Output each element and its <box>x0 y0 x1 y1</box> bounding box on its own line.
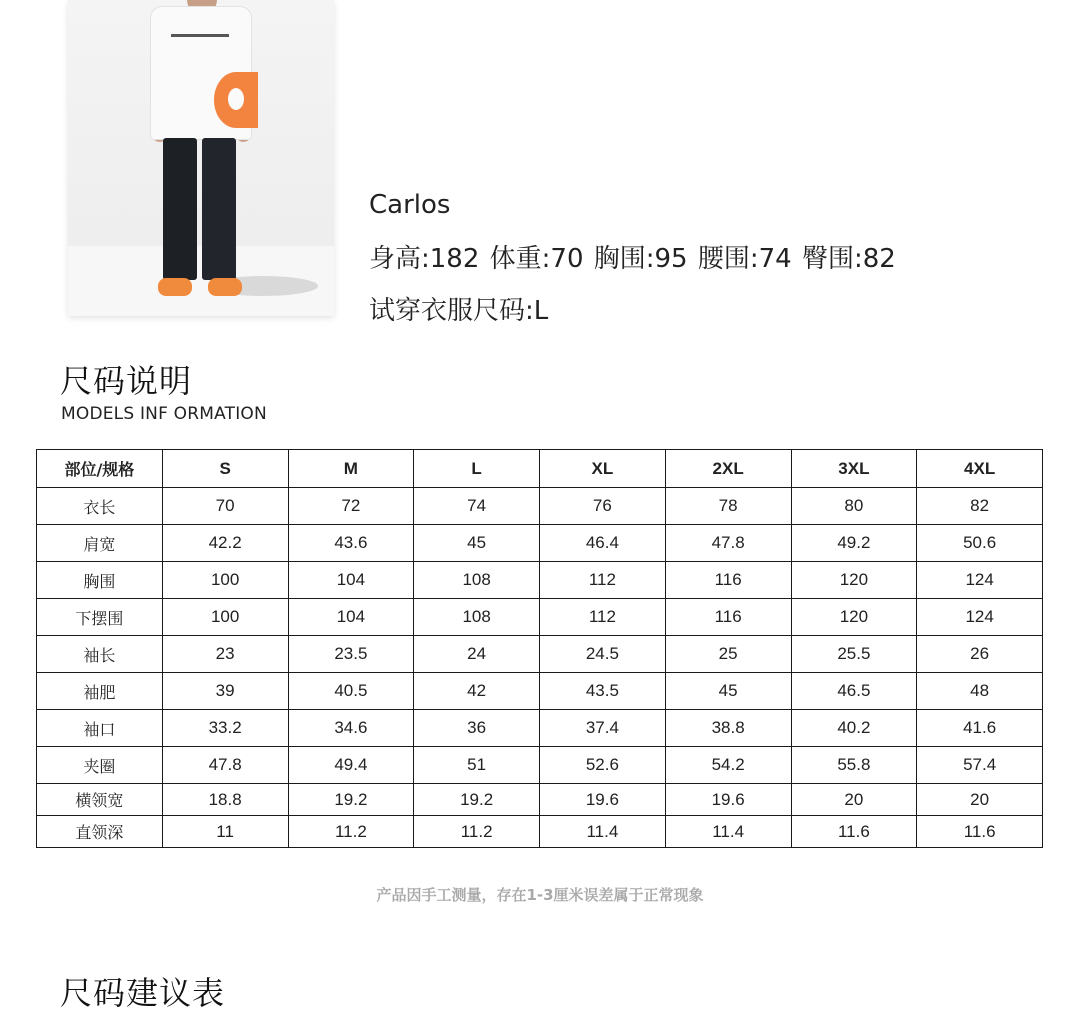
table-cell: 19.6 <box>665 784 791 816</box>
table-cell: 45 <box>665 673 791 710</box>
table-cell: 120 <box>791 599 917 636</box>
table-cell: 40.2 <box>791 710 917 747</box>
table-cell: 23.5 <box>288 636 414 673</box>
model-fit-size: 试穿衣服尺码:L <box>369 296 549 326</box>
table-cell: 20 <box>917 784 1043 816</box>
model-pants-right <box>202 138 236 280</box>
table-cell: 52.6 <box>540 747 666 784</box>
row-label: 肩宽 <box>37 525 163 562</box>
table-header-row <box>37 450 1043 488</box>
table-row <box>37 710 1043 747</box>
table-cell: 51 <box>414 747 540 784</box>
table-cell: 23 <box>162 636 288 673</box>
table-cell: 40.5 <box>288 673 414 710</box>
row-label: 袖口 <box>37 710 163 747</box>
table-row <box>37 525 1043 562</box>
table-cell: 25.5 <box>791 636 917 673</box>
table-cell: 48 <box>917 673 1043 710</box>
measurement-note: 产品因手工测量，存在1-3厘米误差属于正常现象 <box>376 886 704 904</box>
table-cell: 11.4 <box>665 816 791 848</box>
table-cell: 100 <box>162 599 288 636</box>
row-label: 袖肥 <box>37 673 163 710</box>
table-cell: 11.6 <box>791 816 917 848</box>
table-cell: 124 <box>917 562 1043 599</box>
table-cell: 76 <box>540 488 666 525</box>
table-cell: 47.8 <box>665 525 791 562</box>
table-cell: 42.2 <box>162 525 288 562</box>
table-cell: 46.4 <box>540 525 666 562</box>
table-cell: 42 <box>414 673 540 710</box>
table-cell: 11 <box>162 816 288 848</box>
table-row <box>37 816 1043 848</box>
table-cell: 24.5 <box>540 636 666 673</box>
table-row <box>37 599 1043 636</box>
table-cell: 46.5 <box>791 673 917 710</box>
table-cell: 55.8 <box>791 747 917 784</box>
row-label: 衣长 <box>37 488 163 525</box>
row-label: 胸围 <box>37 562 163 599</box>
table-cell: 72 <box>288 488 414 525</box>
model-name: Carlos <box>369 190 451 220</box>
table-cell: 112 <box>540 599 666 636</box>
table-cell: 24 <box>414 636 540 673</box>
row-label: 下摆围 <box>37 599 163 636</box>
table-cell: 120 <box>791 562 917 599</box>
header-cell: 4XL <box>917 450 1043 488</box>
table-row <box>37 747 1043 784</box>
table-cell: 108 <box>414 599 540 636</box>
tshirt-print <box>171 34 229 37</box>
table-cell: 19.2 <box>414 784 540 816</box>
header-cell: XL <box>540 450 666 488</box>
table-row <box>37 784 1043 816</box>
table-cell: 104 <box>288 599 414 636</box>
table-cell: 34.6 <box>288 710 414 747</box>
table-cell: 100 <box>162 562 288 599</box>
table-cell: 70 <box>162 488 288 525</box>
table-cell: 47.8 <box>162 747 288 784</box>
table-cell: 20 <box>791 784 917 816</box>
table-cell: 11.2 <box>414 816 540 848</box>
table-cell: 38.8 <box>665 710 791 747</box>
table-cell: 39 <box>162 673 288 710</box>
table-cell: 82 <box>917 488 1043 525</box>
header-cell: 3XL <box>791 450 917 488</box>
table-cell: 74 <box>414 488 540 525</box>
model-slide-right <box>208 278 242 296</box>
header-cell: M <box>288 450 414 488</box>
table-cell: 41.6 <box>917 710 1043 747</box>
tshirt-graphic-cutout <box>228 88 244 110</box>
row-label: 袖长 <box>37 636 163 673</box>
table-row <box>37 562 1043 599</box>
table-cell: 57.4 <box>917 747 1043 784</box>
table-cell: 108 <box>414 562 540 599</box>
table-cell: 112 <box>540 562 666 599</box>
table-cell: 25 <box>665 636 791 673</box>
table-cell: 43.6 <box>288 525 414 562</box>
table-cell: 116 <box>665 562 791 599</box>
table-row <box>37 636 1043 673</box>
model-pants-left <box>163 138 197 280</box>
model-photo <box>68 0 334 316</box>
table-cell: 50.6 <box>917 525 1043 562</box>
table-cell: 45 <box>414 525 540 562</box>
table-cell: 80 <box>791 488 917 525</box>
table-cell: 11.2 <box>288 816 414 848</box>
table-row <box>37 488 1043 525</box>
header-cell: 部位/规格 <box>37 450 163 488</box>
recommend-section-title: 尺码建议表 <box>60 974 226 1012</box>
table-cell: 11.4 <box>540 816 666 848</box>
table-cell: 43.5 <box>540 673 666 710</box>
table-cell: 104 <box>288 562 414 599</box>
header-cell: L <box>414 450 540 488</box>
table-cell: 124 <box>917 599 1043 636</box>
table-cell: 116 <box>665 599 791 636</box>
table-cell: 19.6 <box>540 784 666 816</box>
table-cell: 37.4 <box>540 710 666 747</box>
header-cell: S <box>162 450 288 488</box>
row-label: 横领宽 <box>37 784 163 816</box>
table-cell: 26 <box>917 636 1043 673</box>
table-cell: 49.4 <box>288 747 414 784</box>
row-label: 夹圈 <box>37 747 163 784</box>
size-section-subtitle: MODELS INF ORMATION <box>61 404 267 424</box>
table-cell: 78 <box>665 488 791 525</box>
table-cell: 36 <box>414 710 540 747</box>
table-cell: 49.2 <box>791 525 917 562</box>
header-cell: 2XL <box>665 450 791 488</box>
table-row <box>37 673 1043 710</box>
size-section-title: 尺码说明 <box>60 362 193 400</box>
table-cell: 11.6 <box>917 816 1043 848</box>
model-slide-left <box>158 278 192 296</box>
model-measurements: 身高:182 体重:70 胸围:95 腰围:74 臀围:82 <box>369 244 896 274</box>
table-cell: 18.8 <box>162 784 288 816</box>
table-cell: 33.2 <box>162 710 288 747</box>
row-label: 直领深 <box>37 816 163 848</box>
table-cell: 54.2 <box>665 747 791 784</box>
table-cell: 19.2 <box>288 784 414 816</box>
size-chart-table <box>36 449 1043 848</box>
